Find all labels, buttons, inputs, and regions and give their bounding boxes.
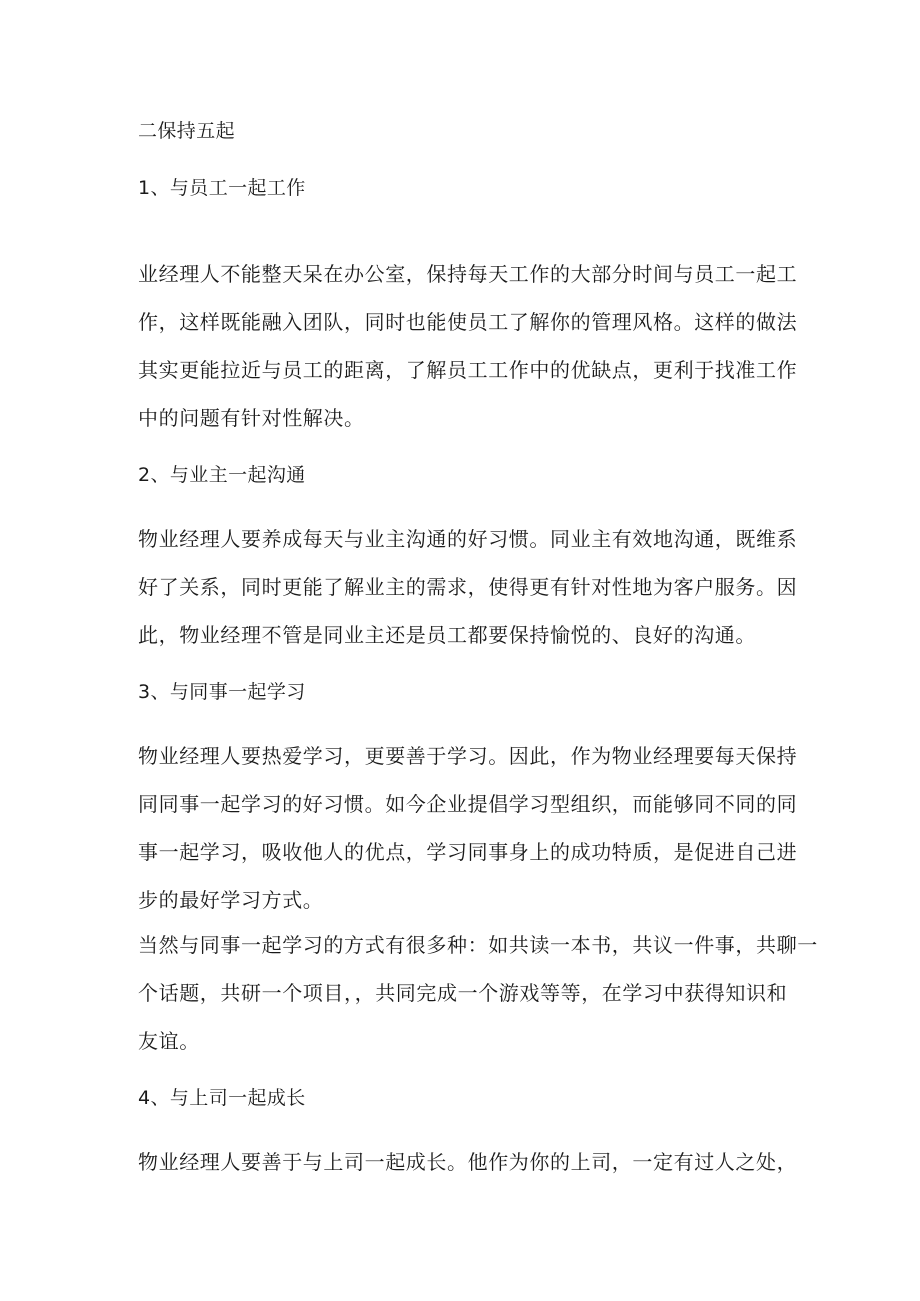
section-3-paragraph-2-line-2: 个话题，共研一个项目，，共同完成一个游戏等等，在学习中获得知识和 (138, 981, 788, 1005)
section-3-paragraph-2-line-3: 友谊。 (138, 1029, 200, 1053)
section-3-line-4: 步的最好学习方式。 (138, 888, 324, 912)
section-3-line-2: 同同事一起学习的好习惯。如今企业提倡学习型组织，而能够同不同的同 (138, 792, 798, 816)
section-2-line-1: 物业经理人要养成每天与业主沟通的好习惯。同业主有效地沟通，既维系 (138, 527, 798, 551)
document-title: 二保持五起 (138, 120, 236, 142)
section-3-heading: 3、与同事一起学习 (138, 681, 306, 703)
section-4-line-1: 物业经理人要善于与上司一起成长。他作为你的上司，一定有过人之处， (138, 1150, 798, 1174)
section-2-line-2: 好了关系，同时更能了解业主的需求，使得更有针对性地为客户服务。因 (138, 575, 798, 599)
section-1-line-4: 中的问题有针对性解决。 (138, 406, 365, 430)
section-1-line-3: 其实更能拉近与员工的距离，了解员工工作中的优缺点，更利于找准工作 (138, 358, 798, 382)
section-2-line-3: 此，物业经理不管是同业主还是员工都要保持愉悦的、良好的沟通。 (138, 623, 756, 647)
section-3-line-1: 物业经理人要热爱学习，更要善于学习。因此，作为物业经理要每天保持 (138, 744, 798, 768)
section-4-heading: 4、与上司一起成长 (138, 1087, 306, 1109)
section-1-heading: 1、与员工一起工作 (138, 177, 306, 199)
section-2-heading: 2、与业主一起沟通 (138, 464, 306, 486)
section-1-line-2: 作，这样既能融入团队，同时也能使员工了解你的管理风格。这样的做法 (138, 310, 798, 334)
section-3-paragraph-2-line-1: 当然与同事一起学习的方式有很多种：如共读一本书，共议一件事，共聊一 (138, 933, 818, 957)
section-3-line-3: 事一起学习，吸收他人的优点，学习同事身上的成功特质，是促进自己进 (138, 840, 798, 864)
section-1-line-1: 业经理人不能整天呆在办公室，保持每天工作的大部分时间与员工一起工 (138, 262, 798, 286)
